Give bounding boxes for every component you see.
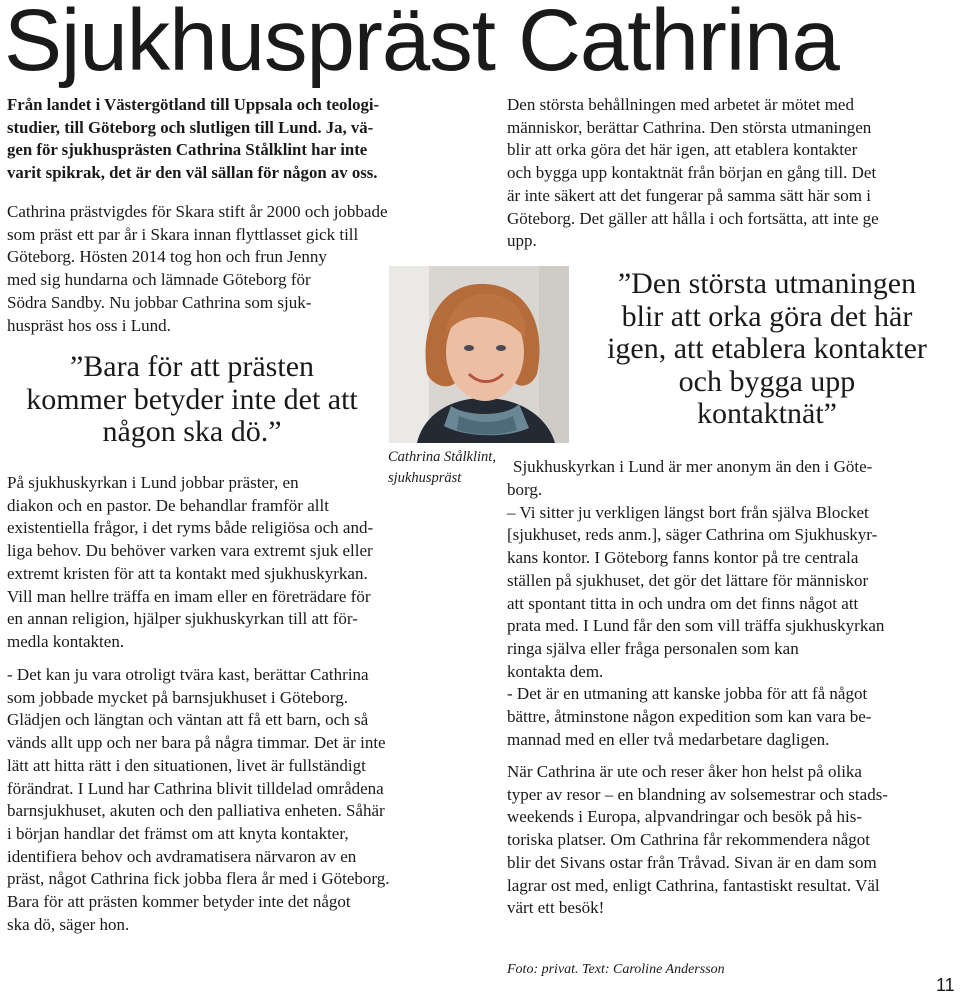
text-line: När Cathrina är ute och reser åker hon helst på olika	[507, 762, 862, 781]
text-line: ringa själva eller fråga personalen som kan	[507, 638, 799, 658]
text-line: blir att orka göra det här igen, att etablera kontakter	[507, 140, 858, 160]
text-line: Göteborg. Det gäller att hålla i och fortsätta, att inte ge	[507, 208, 879, 228]
quote-line: kommer betyder inte det att	[26, 382, 358, 416]
text-line: huspräst hos oss i Lund.	[7, 315, 171, 335]
photo-caption	[388, 447, 514, 489]
photo-text-credit: Foto: privat. Text: Caroline Andersson	[507, 962, 725, 977]
body-paragraph-2	[7, 472, 373, 654]
text-line: diakon och en pastor. De behandlar framför allt	[7, 495, 329, 515]
text-line: Cathrina prästvigdes för Skara stift år 2000 och jobbade	[7, 202, 388, 221]
text-line: – Vi sitter ju verkligen längst bort från själva Blocket	[507, 502, 869, 522]
text-line: extremt kristen för att ta kontakt med sjukhuskyrkan.	[7, 563, 368, 583]
text-line: värt ett besök!	[507, 898, 605, 918]
pull-quote-right	[578, 268, 956, 431]
pull-quote-left	[4, 351, 380, 449]
quote-line: ”Den största utmaningen	[617, 267, 917, 300]
text-line: kans kontor. I Göteborg fanns kontor på tre centrala	[507, 548, 859, 568]
text-line: ställen på sjukhuset, det gör det lättare för människor	[507, 570, 869, 590]
lead-paragraph	[7, 94, 379, 185]
portrait-photo	[389, 266, 569, 443]
text-line: präst, något Cathrina fick jobba flera år med i Göteborg.	[7, 869, 390, 889]
text-line: gen för sjukhusprästen Cathrina Stålklint har inte	[7, 140, 368, 160]
text-line: är inte säkert att det fungerar på samma sätt här som i	[507, 185, 871, 205]
text-line: som jobbade mycket på barnsjukhuset i Göteborg.	[7, 687, 349, 707]
text-line: identifiera behov och avdramatisera närvaron av en	[7, 846, 357, 866]
text-line: lätt att hitta rätt i den situationen, livet är fullständigt	[7, 755, 366, 775]
text-line: som präst ett par år i Skara innan flyttlasset gick till	[7, 224, 359, 244]
quote-line: någon ska dö.”	[102, 415, 282, 448]
text-line: lagrar ost med, enligt Cathrina, fantastiskt resultat. Väl	[507, 875, 880, 895]
body-paragraph-5	[513, 456, 872, 479]
text-line: weekends i Europa, alpvandringar och besök på his-	[507, 807, 862, 827]
text-line: borg.	[507, 480, 543, 499]
text-line: existentiella frågor, i det ryms både religiösa och and-	[7, 518, 374, 538]
text-line: Bara för att prästen kommer betyder inte det något	[7, 892, 351, 912]
text-line: Glädjen och längtan och väntan att få ett barn, och så	[7, 710, 369, 730]
text-line: blir det Sivans ostar från Tråvad. Sivan är en dam som	[507, 852, 877, 872]
text-line: människor, berättar Cathrina. Den största utmaningen	[507, 117, 872, 137]
text-line: varit spikrak, det är den väl sällan för någon av oss.	[7, 163, 378, 183]
text-line: barnsjukhuset, akuten och den palliativa enheten. Såhär	[7, 801, 385, 821]
text-line: och bygga upp kontaktnät från början en gång till. Det	[507, 163, 877, 183]
text-line: i början handlar det främst om att knyta kontakter,	[7, 823, 349, 843]
portrait-image	[389, 266, 569, 443]
quote-line: kontaktnät”	[697, 397, 837, 430]
text-line: att spontant titta in och undra om det finns något att	[507, 593, 859, 613]
text-line: På sjukhuskyrkan i Lund jobbar präster, en	[7, 473, 299, 492]
text-line: vänds allt upp och ner bara på några timmar. Det är inte	[7, 733, 386, 753]
text-line: - Det är en utmaning att kanske jobba för att få något	[507, 684, 868, 704]
text-line: ska dö, säger hon.	[7, 914, 130, 934]
body-paragraph-5-cont	[507, 479, 884, 751]
text-line: - Det kan ju vara otroligt tvära kast, berättar Cathrina	[7, 665, 369, 684]
text-line: Vill man hellre träffa en imam eller en företrädare för	[7, 586, 371, 606]
text-line: en annan religion, hjälper sjukhuskyrkan till att för-	[7, 609, 358, 629]
body-paragraph-1	[7, 201, 388, 337]
text-line: förändrat. I Lund har Cathrina blivit tilldelad områdena	[7, 778, 384, 798]
body-paragraph-6	[507, 761, 888, 920]
text-line: upp.	[507, 231, 537, 251]
caption-line: Cathrina Stålklint,	[388, 449, 496, 465]
quote-line: igen, att etablera kontakter	[607, 332, 927, 365]
text-line: Sjukhuskyrkan i Lund är mer anonym än den i Göte-	[513, 457, 873, 476]
text-line: studier, till Göteborg och slutligen till Lund. Ja, vä-	[7, 117, 374, 137]
text-line: prata med. I Lund får den som vill träffa sjukhuskyrkan	[507, 616, 885, 636]
page-number: 11	[936, 975, 955, 995]
text-line: liga behov. Du behöver varken vara extremt sjuk eller	[7, 541, 373, 561]
text-line: bättre, åtminstone någon expedition som kan vara be-	[507, 707, 872, 727]
text-line: [sjukhuset, reds anm.], säger Cathrina om Sjukhuskyr-	[507, 525, 878, 545]
page-title: Sjukhuspräst Cathrina	[4, 0, 839, 89]
quote-line: ”Bara för att prästen	[69, 350, 315, 383]
text-line: kontakta dem.	[507, 661, 604, 681]
text-line: Södra Sandby. Nu jobbar Cathrina som sjuk-	[7, 292, 312, 312]
caption-line: sjukhuspräst	[388, 470, 462, 486]
text-line: Göteborg. Hösten 2014 tog hon och frun Jenny	[7, 247, 327, 267]
text-line: mannad med en eller två medarbetare dagligen.	[507, 729, 830, 749]
text-line: Den största behållningen med arbetet är mötet med	[507, 95, 854, 114]
quote-line: och bygga upp	[678, 364, 856, 398]
text-line: medla kontakten.	[7, 631, 125, 651]
body-paragraph-3	[7, 664, 390, 936]
text-line: typer av resor – en blandning av solsemestrar och stads-	[507, 784, 888, 804]
text-line: toriska platser. Om Cathrina får rekommendera något	[507, 830, 871, 850]
text-line: Från landet i Västergötland till Uppsala och teologi-	[7, 95, 380, 114]
quote-line: blir att orka göra det här	[621, 299, 913, 333]
text-line: med sig hundarna och lämnade Göteborg för	[7, 270, 311, 290]
body-paragraph-4	[507, 94, 879, 253]
